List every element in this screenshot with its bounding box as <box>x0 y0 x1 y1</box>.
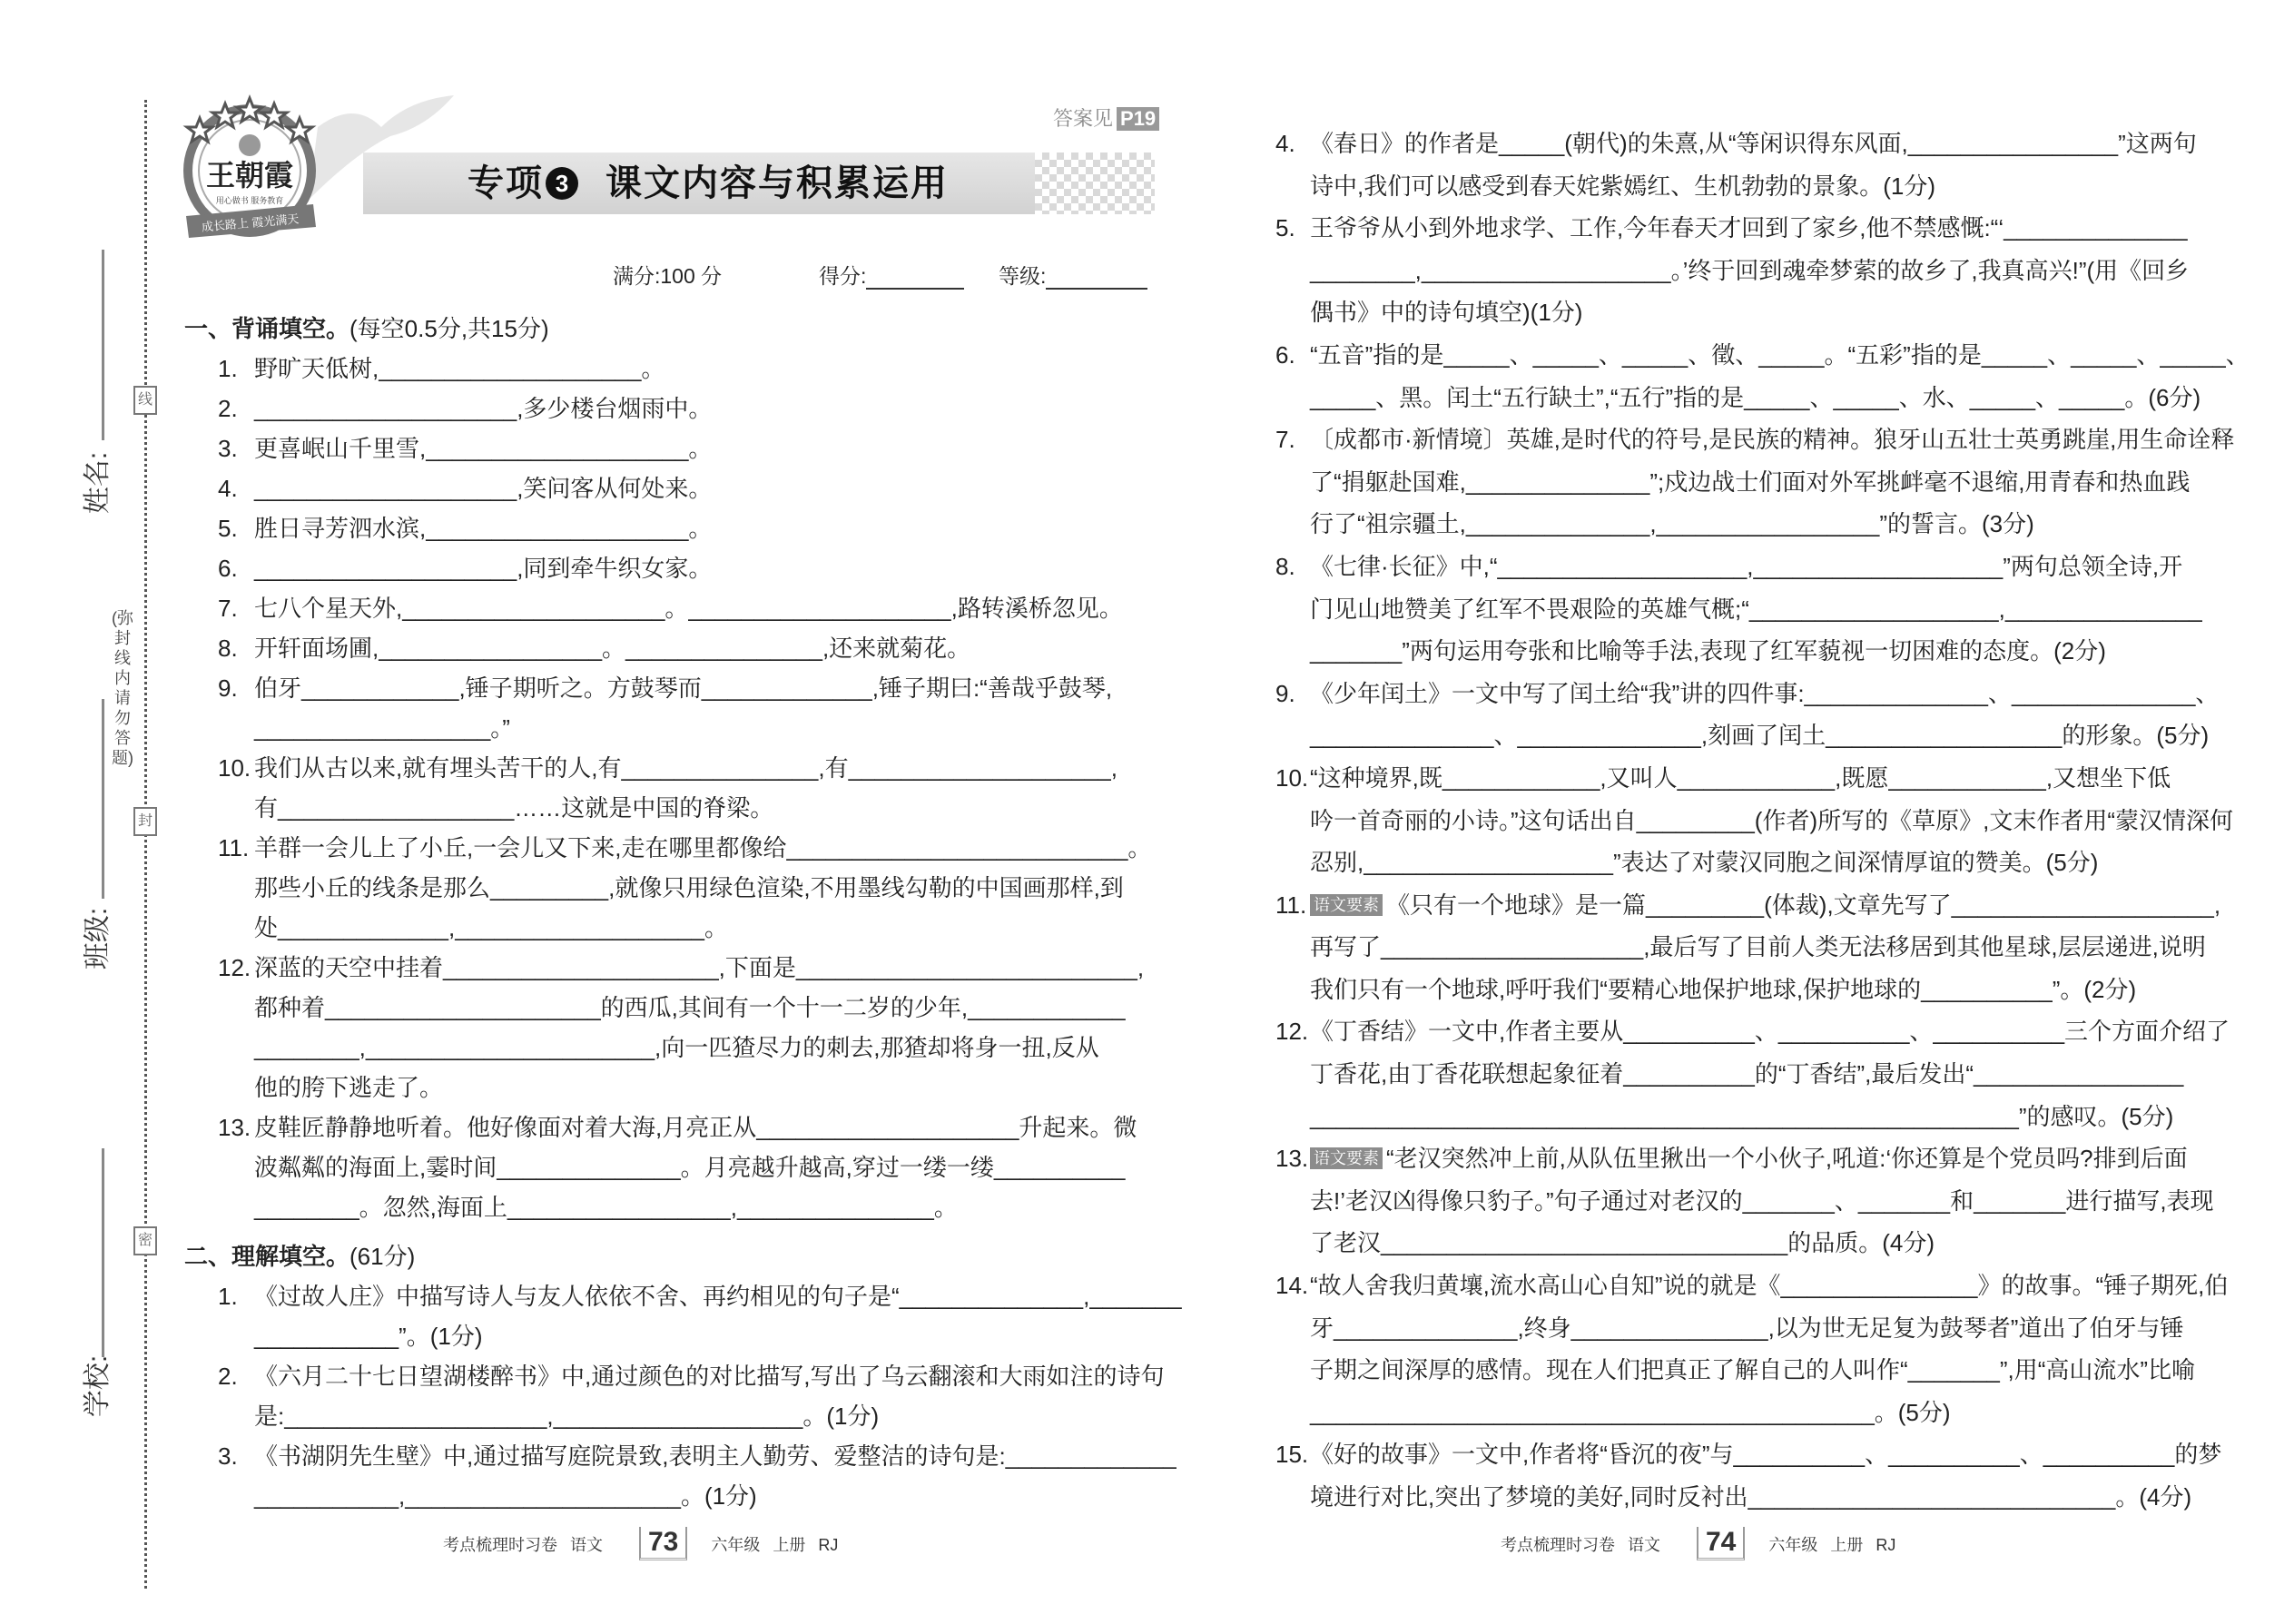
question-line[interactable] <box>177 389 1162 428</box>
seal-mark-feng: 封 <box>133 807 157 836</box>
question-line[interactable] <box>1275 1265 2265 1307</box>
name-field[interactable] <box>102 250 104 440</box>
seal-mark-mi: 密 <box>133 1226 157 1255</box>
question-number: 10. <box>1275 763 1309 792</box>
question-text: 了“捐躯赴国难,______________”;戍边战士们面对外军挑衅毫不退缩,用青春和热血践 <box>1310 468 2191 496</box>
question-text: ________,___________________。’终于回到魂牵梦萦的故乡了,我真高兴!”(用《回乡 <box>1310 256 2190 284</box>
question-line[interactable] <box>177 548 1162 588</box>
page-number: 74 <box>1697 1527 1745 1560</box>
question-continuation-line[interactable] <box>177 1147 1162 1187</box>
question-line[interactable] <box>177 588 1162 628</box>
question-number: 13. <box>218 1114 251 1141</box>
question-text: 牙______________,终身_______________,以为世无足复为鼓琴者”道出了伯牙与锤 <box>1310 1314 2184 1342</box>
right-page-questions <box>1275 123 2265 1519</box>
question-text: 《只有一个地球》是一篇_________(体裁),文章先写了____________________, <box>1386 891 2221 919</box>
publisher-logo <box>163 91 336 245</box>
question-text: ___________”。(1分) <box>254 1323 483 1350</box>
question-text: 子期之间深厚的感情。现在人们把真正了解自己的人叫作“_______”,用“高山流水”比喻 <box>1310 1356 2196 1384</box>
section-heading-recitation: 一、背诵填空。(每空0.5分,共15分) <box>184 315 549 342</box>
grade-field[interactable]: 等级: <box>999 260 1147 290</box>
question-continuation-line[interactable] <box>1275 1476 2265 1519</box>
question-text: _______”两句运用夸张和比喻等手法,表现了红军藐视一切困难的态度。(2分) <box>1310 637 2106 665</box>
question-text: 偶书》中的诗句填空)(1分) <box>1310 299 1583 327</box>
school-label: 学校: <box>83 1354 113 1418</box>
question-continuation-line[interactable] <box>1275 1222 2265 1265</box>
question-text: 丁香花,由丁香花联想起象征着__________的“丁香结”,最后发出“________________ <box>1310 1060 2184 1088</box>
question-text: 他的胯下逃走了。 <box>254 1074 444 1101</box>
question-line[interactable] <box>177 948 1162 988</box>
question-line[interactable] <box>177 628 1162 668</box>
question-text: ___________,_____________________。(1分) <box>254 1482 757 1510</box>
question-number: 10. <box>218 754 251 782</box>
footer-left: 考点梳理时习卷 语文 73 六年级 上册 RJ <box>443 1527 851 1560</box>
question-text: 《书湖阴先生壁》中,通过描写庭院景致,表明主人勤劳、爱整洁的诗句是:_____________ <box>254 1442 1177 1470</box>
question-number: 12. <box>1275 1018 1309 1046</box>
question-text: 开轩面场圃,_________________。_______________,还来就菊花。 <box>254 635 971 662</box>
question-continuation-line[interactable] <box>1275 377 2265 419</box>
question-text: 《少年闰土》一文中写了闰土给“我”讲的四件事:______________、______________、 <box>1310 679 2220 707</box>
question-text: 诗中,我们可以感受到春天姹紫嫣红、生机勃勃的景象。(1分) <box>1310 172 1936 200</box>
question-continuation-line[interactable] <box>177 988 1162 1028</box>
question-number: 8. <box>1275 552 1295 580</box>
question-number: 7. <box>1275 426 1295 454</box>
question-line[interactable] <box>177 748 1162 788</box>
question-line[interactable] <box>1275 123 2265 165</box>
svg-text:成长路上 霞光满天: 成长路上 霞光满天 <box>201 212 300 234</box>
question-text: 《丁香结》一文中,作者主要从__________、__________、__________三个方面介绍了 <box>1310 1018 2230 1046</box>
question-line[interactable] <box>177 828 1162 868</box>
question-text: “老汉突然冲上前,从队伍里揪出一个小伙子,吼道:‘你还算是个党员吗?排到后面 <box>1386 1145 2188 1173</box>
question-line[interactable] <box>177 428 1162 468</box>
question-number: 13. <box>1275 1145 1309 1173</box>
binding-dotted-line <box>144 100 147 1589</box>
svg-text:用心做书 服务教育: 用心做书 服务教育 <box>215 196 284 205</box>
question-text: 我们从古以来,就有埋头苦干的人,有_______________,有____________________, <box>254 754 1117 782</box>
question-text: 了老汉_______________________________的品质。(4分) <box>1310 1229 1935 1257</box>
question-continuation-line[interactable] <box>1275 842 2265 884</box>
question-text: 皮鞋匠静静地听着。他好像面对着大海,月亮正从____________________升起来。微 <box>254 1114 1137 1141</box>
question-text: 《春日》的作者是_____(朝代)的朱熹,从“等闲识得东风面,________________”这两句 <box>1310 130 2197 157</box>
question-text: 伯牙____________,锤子期听之。方鼓琴而_____________,锤子期曰:“善哉乎鼓琴, <box>254 674 1113 702</box>
question-text: 有__________________……这就是中国的脊梁。 <box>254 794 774 822</box>
question-text: 那些小丘的线条是那么_________,就像只用绿色渲染,不用墨线勾勒的中国画那样,到 <box>254 874 1124 901</box>
seal-note: (弥封线内请勿答题) <box>112 609 133 767</box>
question-number: 3. <box>218 1442 238 1470</box>
school-field[interactable] <box>102 1148 104 1357</box>
question-number: 3. <box>218 435 238 462</box>
section-heading-comprehension: 二、理解填空。(61分) <box>184 1243 416 1270</box>
question-continuation-line[interactable] <box>177 708 1162 748</box>
question-text: 门见山地赞美了红军不畏艰险的英雄气概;“___________________,_______________ <box>1310 595 2202 623</box>
question-number: 7. <box>218 595 238 622</box>
language-element-tag: 语文要素 <box>1310 894 1383 916</box>
question-text: 七八个星天外,____________________。____________________,路转溪桥忽见。 <box>254 595 1123 622</box>
question-continuation-line[interactable] <box>1275 250 2265 292</box>
question-line[interactable] <box>177 468 1162 508</box>
question-line[interactable] <box>1275 1010 2265 1053</box>
question-line[interactable] <box>1275 884 2265 927</box>
question-line[interactable] <box>177 668 1162 708</box>
question-number: 15. <box>1275 1441 1309 1469</box>
question-number: 9. <box>1275 679 1295 707</box>
question-text: 行了“祖宗疆土,______________,_________________”的誓言。(3分) <box>1310 510 2034 538</box>
question-line[interactable] <box>1275 1137 2265 1180</box>
question-continuation-line[interactable] <box>1275 1349 2265 1392</box>
question-continuation-line[interactable] <box>1275 1392 2265 1434</box>
question-text: 《过故人庄》中描写诗人与友人依依不舍、再约相见的句子是“______________,_______ <box>254 1283 1182 1310</box>
question-text: 〔成都市·新情境〕英雄,是时代的符号,是民族的精神。狼牙山五壮士英勇跳崖,用生命诠释 <box>1310 426 2235 454</box>
question-line[interactable] <box>177 1107 1162 1147</box>
page-number: 73 <box>639 1527 687 1560</box>
question-line[interactable] <box>177 349 1162 389</box>
question-text: 王爷爷从小到外地求学、工作,今年春天才回到了家乡,他不禁感慨:“‘______________ <box>1310 214 2188 242</box>
question-number: 5. <box>1275 214 1295 242</box>
question-continuation-line[interactable] <box>177 1187 1162 1227</box>
class-field[interactable] <box>102 699 104 899</box>
question-number: 9. <box>218 674 238 702</box>
question-continuation-line[interactable] <box>1275 503 2265 546</box>
question-text: ________,______________________,向一匹猹尽力的刺去,那猹却将身一扭,反从 <box>254 1034 1099 1061</box>
question-text: ____________________,多少楼台烟雨中。 <box>254 395 713 422</box>
question-text: ____________________,同到牵牛织女家。 <box>254 555 713 582</box>
question-continuation-line[interactable] <box>1275 800 2265 842</box>
question-text: 处_____________,___________________。 <box>254 914 728 941</box>
question-text: 境进行对比,突出了梦境的美好,同时反衬出____________________________。(4分) <box>1310 1483 2192 1511</box>
question-text: 去!’老汉凶得像只豹子。”句子通过对老汉的_______、_______和_______进行描写,表现 <box>1310 1186 2214 1215</box>
question-continuation-line[interactable] <box>1275 291 2265 334</box>
question-number: 2. <box>218 395 238 422</box>
score-field[interactable]: 得分: <box>819 260 964 290</box>
question-text: __________________。” <box>254 714 510 742</box>
question-text: 忍别,___________________”表达了对蒙汉同胞之间深情厚谊的赞美。(5分) <box>1310 849 2099 877</box>
question-text: _____、黑。闰土“五行缺土”,“五行”指的是_____、_____、水、_____、_____。(6分) <box>1310 383 2201 411</box>
question-number: 14. <box>1275 1272 1309 1300</box>
question-number: 1. <box>218 1283 238 1310</box>
question-continuation-line[interactable] <box>1275 1180 2265 1223</box>
question-text: ____________________,笑问客从何处来。 <box>254 475 713 502</box>
question-line[interactable] <box>1275 1433 2265 1476</box>
question-text: 再写了____________________,最后写了目前人类无法移居到其他星球,层层递进,说明 <box>1310 933 2206 961</box>
question-line[interactable] <box>177 1356 1165 1396</box>
question-number: 12. <box>218 954 251 981</box>
question-text: ______________________________________________________”的感叹。(5分) <box>1310 1102 2174 1130</box>
class-label: 班级: <box>83 907 113 970</box>
question-continuation-line[interactable] <box>1275 630 2265 673</box>
question-line[interactable] <box>1275 673 2265 715</box>
question-text: 波粼粼的海面上,霎时间______________。月亮越升越高,穿过一缕一缕__________ <box>254 1154 1126 1181</box>
question-number: 11. <box>1275 891 1307 919</box>
question-continuation-line[interactable] <box>1275 588 2265 631</box>
question-continuation-line[interactable] <box>1275 1307 2265 1350</box>
question-continuation-line[interactable] <box>177 1476 1162 1516</box>
topic-number-badge: 3 <box>546 167 578 200</box>
question-text: ___________________________________________。(5分) <box>1310 1398 1951 1426</box>
seal-mark-xian: 线 <box>133 386 157 415</box>
question-continuation-line[interactable] <box>1275 969 2265 1011</box>
question-continuation-line[interactable] <box>177 788 1162 828</box>
question-text: 《七律·长征》中,“___________________,___________________”两句总领全诗,开 <box>1310 552 2183 580</box>
question-text: “五音”指的是_____、_____、_____、徵、_____。“五彩”指的是_____、_____、_____、 <box>1310 340 2250 369</box>
question-text: 是:____________________,___________________。(1分) <box>254 1403 880 1430</box>
question-number: 4. <box>218 475 238 502</box>
answer-reference: 答案见 P19 <box>1053 103 1159 132</box>
question-text: 都种着_____________________的西瓜,其间有一个十一二岁的少年,____________ <box>254 994 1126 1021</box>
question-text: “故人舍我归黄壤,流水高山心自知”说的就是《_______________》的故事。“锤子期死,伯 <box>1310 1272 2229 1300</box>
question-text: 吟一首奇丽的小诗。”这句话出自_________(作者)所写的《草原》,文末作者用“蒙汉情深何 <box>1310 806 2233 834</box>
question-text: 《六月二十七日望湖楼醉书》中,通过颜色的对比描写,写出了乌云翻滚和大雨如注的诗句 <box>254 1363 1165 1390</box>
question-text: 深蓝的天空中挂着_____________________,下面是__________________________, <box>254 954 1145 981</box>
question-continuation-line[interactable] <box>1275 714 2265 757</box>
question-line[interactable] <box>1275 207 2265 250</box>
question-continuation-line[interactable] <box>177 1068 1162 1107</box>
question-line[interactable] <box>177 1276 1182 1316</box>
question-text: 我们只有一个地球,呼吁我们“要精心地保护地球,保护地球的__________”。(2分) <box>1310 975 2137 1003</box>
question-text: ________。忽然,海面上_________________,_______________。 <box>254 1194 958 1221</box>
question-text: ______________、______________,刻画了闰土__________________的形象。(5分) <box>1310 722 2210 750</box>
checker-decoration <box>1035 153 1155 214</box>
question-line[interactable] <box>1275 418 2265 461</box>
question-line[interactable] <box>1275 757 2265 800</box>
question-number: 4. <box>1275 130 1295 157</box>
page-title: 专项 3 课文内容与积累运用 <box>468 163 949 203</box>
question-text: 羊群一会儿上了小丘,一会儿又下来,走在哪里都像给__________________________。 <box>254 834 1152 861</box>
question-number: 6. <box>1275 340 1295 369</box>
question-continuation-line[interactable] <box>1275 1053 2265 1096</box>
language-element-tag: 语文要素 <box>1310 1147 1383 1169</box>
question-text: 更喜岷山千里雪,____________________。 <box>254 435 713 462</box>
question-number: 6. <box>218 555 238 582</box>
question-continuation-line[interactable] <box>1275 1096 2265 1138</box>
name-label: 姓名: <box>83 451 113 515</box>
question-continuation-line[interactable] <box>1275 926 2265 969</box>
question-continuation-line[interactable] <box>177 908 1162 948</box>
question-number: 8. <box>218 635 238 662</box>
question-line[interactable] <box>1275 334 2265 377</box>
full-score: 满分:100 分 <box>613 264 723 288</box>
question-continuation-line[interactable] <box>177 1396 1162 1436</box>
question-line[interactable] <box>177 1436 1177 1476</box>
left-page-questions <box>177 309 1182 1516</box>
question-continuation-line[interactable] <box>177 868 1162 908</box>
question-text: “这种境界,既____________,又叫人____________,既愿____________,又想坐下低 <box>1310 763 2171 792</box>
question-text: 《好的故事》一文中,作者将“昏沉的夜”与__________、__________、__________的梦 <box>1310 1441 2222 1469</box>
question-text: 野旷天低树,____________________。 <box>254 355 665 382</box>
question-continuation-line[interactable] <box>1275 461 2265 504</box>
question-continuation-line[interactable] <box>1275 165 2265 208</box>
footer-right: 考点梳理时习卷 语文 74 六年级 上册 RJ <box>1501 1527 1908 1560</box>
question-number: 11. <box>218 834 250 861</box>
question-text: 胜日寻芳泗水滨,____________________。 <box>254 515 713 542</box>
question-continuation-line[interactable] <box>177 1028 1162 1068</box>
question-number: 2. <box>218 1363 238 1390</box>
question-number: 1. <box>218 355 238 382</box>
question-line[interactable] <box>1275 546 2265 588</box>
question-line[interactable] <box>177 508 1162 548</box>
question-number: 5. <box>218 515 238 542</box>
logo-brand-text: 王朝霞 <box>205 159 294 192</box>
question-continuation-line[interactable] <box>177 1316 1162 1356</box>
